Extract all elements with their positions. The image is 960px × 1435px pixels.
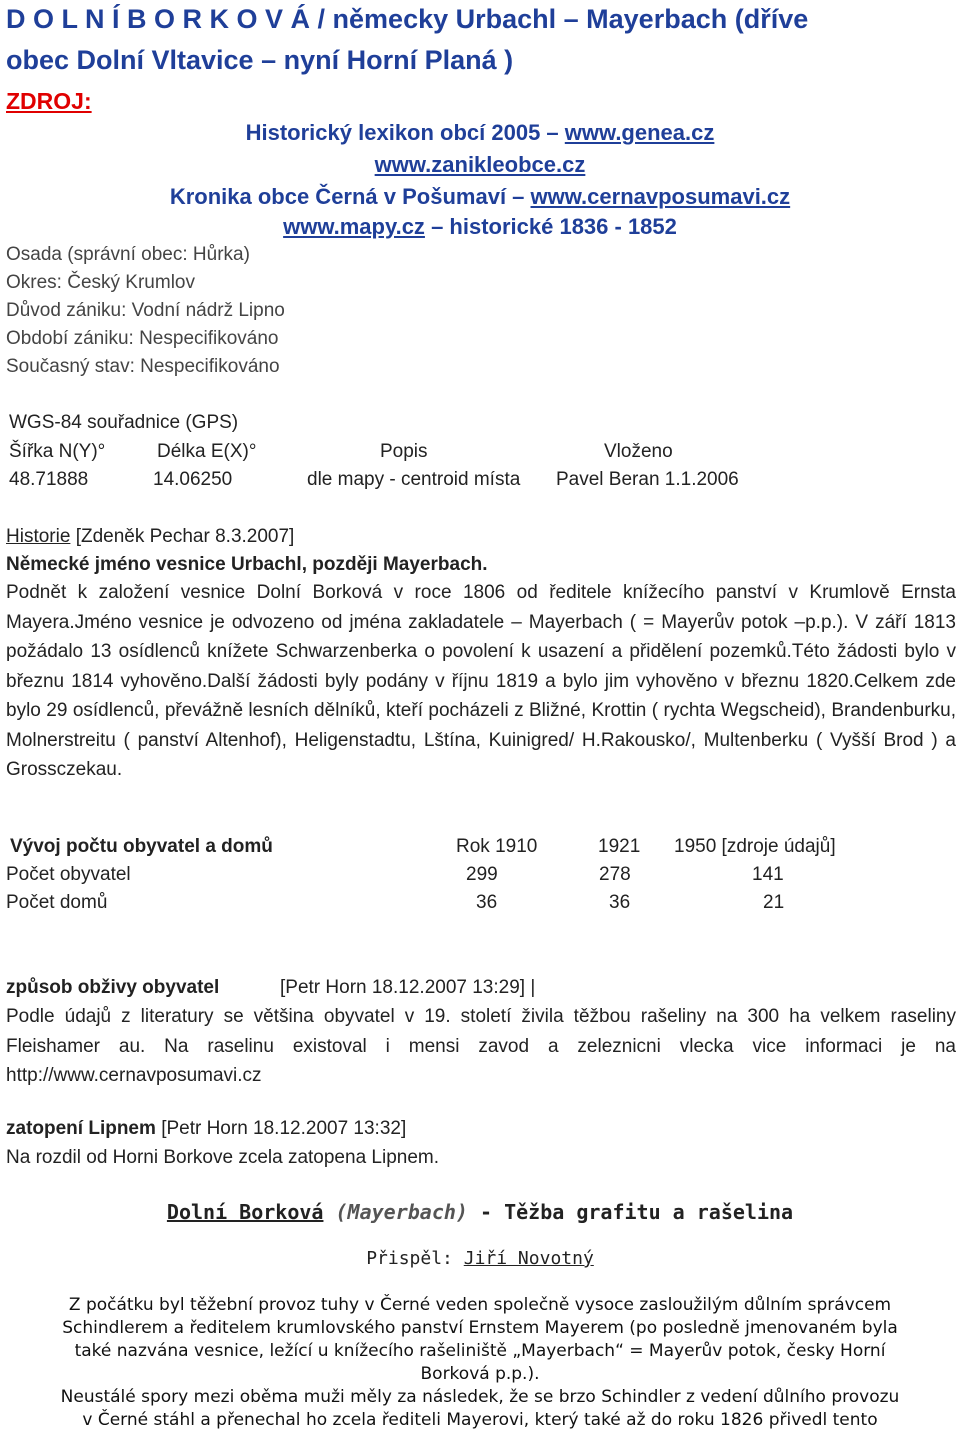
population-year-1921: 1921 bbox=[598, 836, 641, 857]
zatopeni-heading: zatopení Lipnem bbox=[6, 1118, 156, 1139]
article-paragraph-line: Z počátku byl těžební provoz tuhy v Černé veden společně vysoce zasloužilým důlním správcem bbox=[68, 1295, 892, 1315]
article-contributor bbox=[0, 1248, 960, 1269]
page-title-line-1: D O L N Í B O R K O V Á / německy Urbachl – Mayerbach (dříve bbox=[6, 4, 809, 34]
population-year-1950: 1950 [zdroje údajů] bbox=[674, 836, 836, 857]
info-osada: Osada (správní obec: Hůrka) bbox=[6, 244, 250, 265]
article-title-link[interactable]: Dolní Borková bbox=[166, 1200, 324, 1224]
source-heading: ZDROJ: bbox=[6, 88, 92, 114]
source-text: – historické 1836 - 1852 bbox=[431, 214, 677, 239]
gps-col-lon: Délka E(X)° bbox=[157, 441, 257, 462]
article-paragraph-line: v Černé stáhl a přenechal ho zcela řediteli Mayerovi, který také až do roku 1826 přivedl tento bbox=[82, 1410, 878, 1430]
zatopeni-text: Na rozdil od Horni Borkove zcela zatopena Lipnem. bbox=[6, 1147, 440, 1168]
gps-lon-value: 14.06250 bbox=[153, 469, 233, 490]
source-link-genea[interactable]: www.genea.cz bbox=[564, 120, 715, 145]
source-text: Historický lexikon obcí 2005 – bbox=[245, 120, 559, 145]
source-text: Kronika obce Černá v Pošumaví – bbox=[169, 184, 525, 209]
gps-col-vlozeno: Vloženo bbox=[604, 441, 673, 462]
population-row-label: Počet domů bbox=[6, 892, 108, 913]
gps-heading: WGS-84 souřadnice (GPS) bbox=[9, 412, 239, 433]
info-stav: Současný stav: Nespecifikováno bbox=[6, 356, 280, 377]
zatopeni-heading-line bbox=[6, 1118, 406, 1140]
historie-author: [Zdeněk Pechar 8.3.2007] bbox=[75, 526, 295, 547]
source-line-2 bbox=[0, 152, 960, 178]
contributor-name-link[interactable]: Jiří Novotný bbox=[463, 1248, 594, 1269]
gps-lat-value: 48.71888 bbox=[9, 469, 89, 490]
source-link-mapy[interactable]: www.mapy.cz bbox=[283, 214, 425, 239]
source-line-1 bbox=[0, 120, 960, 146]
population-cell: 36 bbox=[609, 892, 631, 913]
obziva-text: Podle údajů z literatury se většina obyvatel v 19. století živila těžbou rašeliny na 300 ha velkem raseliny Fleishamer au. Na raselinu existoval i mensi zavod a zeleznicni vlecka vice informaci je na http://www.cernavposumavi.cz bbox=[6, 1006, 956, 1086]
population-row-label: Počet obyvatel bbox=[6, 864, 131, 885]
gps-col-popis: Popis bbox=[380, 441, 428, 462]
population-cell: 21 bbox=[763, 892, 785, 913]
source-line-3 bbox=[0, 184, 960, 210]
source-link-cernavposumavi[interactable]: www.cernavposumavi.cz bbox=[530, 184, 791, 209]
population-cell: 141 bbox=[752, 864, 784, 885]
article-title-paren: (Mayerbach) bbox=[335, 1200, 468, 1224]
obziva-heading: způsob obživy obyvatel bbox=[6, 977, 220, 998]
historie-heading bbox=[6, 526, 294, 548]
population-heading: Vývoj počtu obyvatel a domů bbox=[10, 836, 273, 857]
article-paragraph-line: Schindlerem a ředitelem krumlovského panství Ernstem Mayerem (po posledně jmenovaném byla bbox=[62, 1318, 898, 1338]
info-okres: Okres: Český Krumlov bbox=[6, 272, 195, 293]
page-title-line-2: obec Dolní Vltavice – nyní Horní Planá ) bbox=[6, 45, 514, 75]
population-cell: 278 bbox=[599, 864, 631, 885]
population-cell: 36 bbox=[476, 892, 498, 913]
population-cell: 299 bbox=[466, 864, 498, 885]
zatopeni-author: [Petr Horn 18.12.2007 13:32] bbox=[161, 1118, 407, 1139]
article-title-rest: - Těžba grafitu a rašelina bbox=[480, 1200, 794, 1224]
gps-col-lat: Šířka N(Y)° bbox=[9, 441, 106, 462]
gps-popis-value: dle mapy - centroid místa bbox=[307, 469, 521, 490]
article-paragraph-line: také nazvána vesnice, ležící u knížecího rašeliniště „Mayerbach“ = Mayerův potok, česky Horní bbox=[74, 1341, 886, 1361]
info-obdobi: Období zániku: Nespecifikováno bbox=[6, 328, 279, 349]
gps-vlozeno-value: Pavel Beran 1.1.2006 bbox=[556, 469, 739, 490]
article-title bbox=[0, 1200, 960, 1224]
source-link-zanikleobce[interactable]: www.zanikleobce.cz bbox=[374, 152, 586, 177]
obziva-author: [Petr Horn 18.12.2007 13:29] | bbox=[280, 977, 536, 998]
historie-text: Podnět k založení vesnice Dolní Borková v roce 1806 od ředitele knížecího panství v Krumlově Ernsta Mayera.Jméno vesnice je odvozeno od jména zakladatele – Mayerbach ( = Mayerův potok –p.p.). V září 1813 požádalo 13 osídlenců knížete Schwarzenberka o povolení k usazení a přidělení pozemků.Této žádosti bylo v březnu 1814 vyhověno.Další žádosti byly podány v říjnu 1819 a bylo jim vyhověno v březnu 1820.Celkem zde bylo 29 osídlenců, převážně lesních dělníků, kteří pocházeli z Bližné, Krottin ( rychta Wegscheid), Brandenburku, Molnerstreitu ( panství Altenhof), Heligenstadtu, Lštína, Kuinigred/ H.Rakousko/, Multenberku ( Vyšší Brod ) a Grossczekau. bbox=[6, 582, 956, 780]
info-duvod: Důvod zániku: Vodní nádrž Lipno bbox=[6, 300, 285, 321]
historie-subheading: Německé jméno vesnice Urbachl, později Mayerbach. bbox=[6, 554, 488, 575]
historie-label[interactable]: Historie bbox=[6, 526, 71, 547]
source-line-4 bbox=[0, 214, 960, 240]
contributor-label: Přispěl: bbox=[366, 1248, 453, 1269]
article-paragraph-line: Borková p.p.). bbox=[420, 1364, 540, 1384]
population-year-1910: Rok 1910 bbox=[456, 836, 538, 857]
article-paragraph-line: Neustálé spory mezi oběma muži měly za následek, že se brzo Schindler z vedení důlního provozu bbox=[60, 1387, 900, 1407]
